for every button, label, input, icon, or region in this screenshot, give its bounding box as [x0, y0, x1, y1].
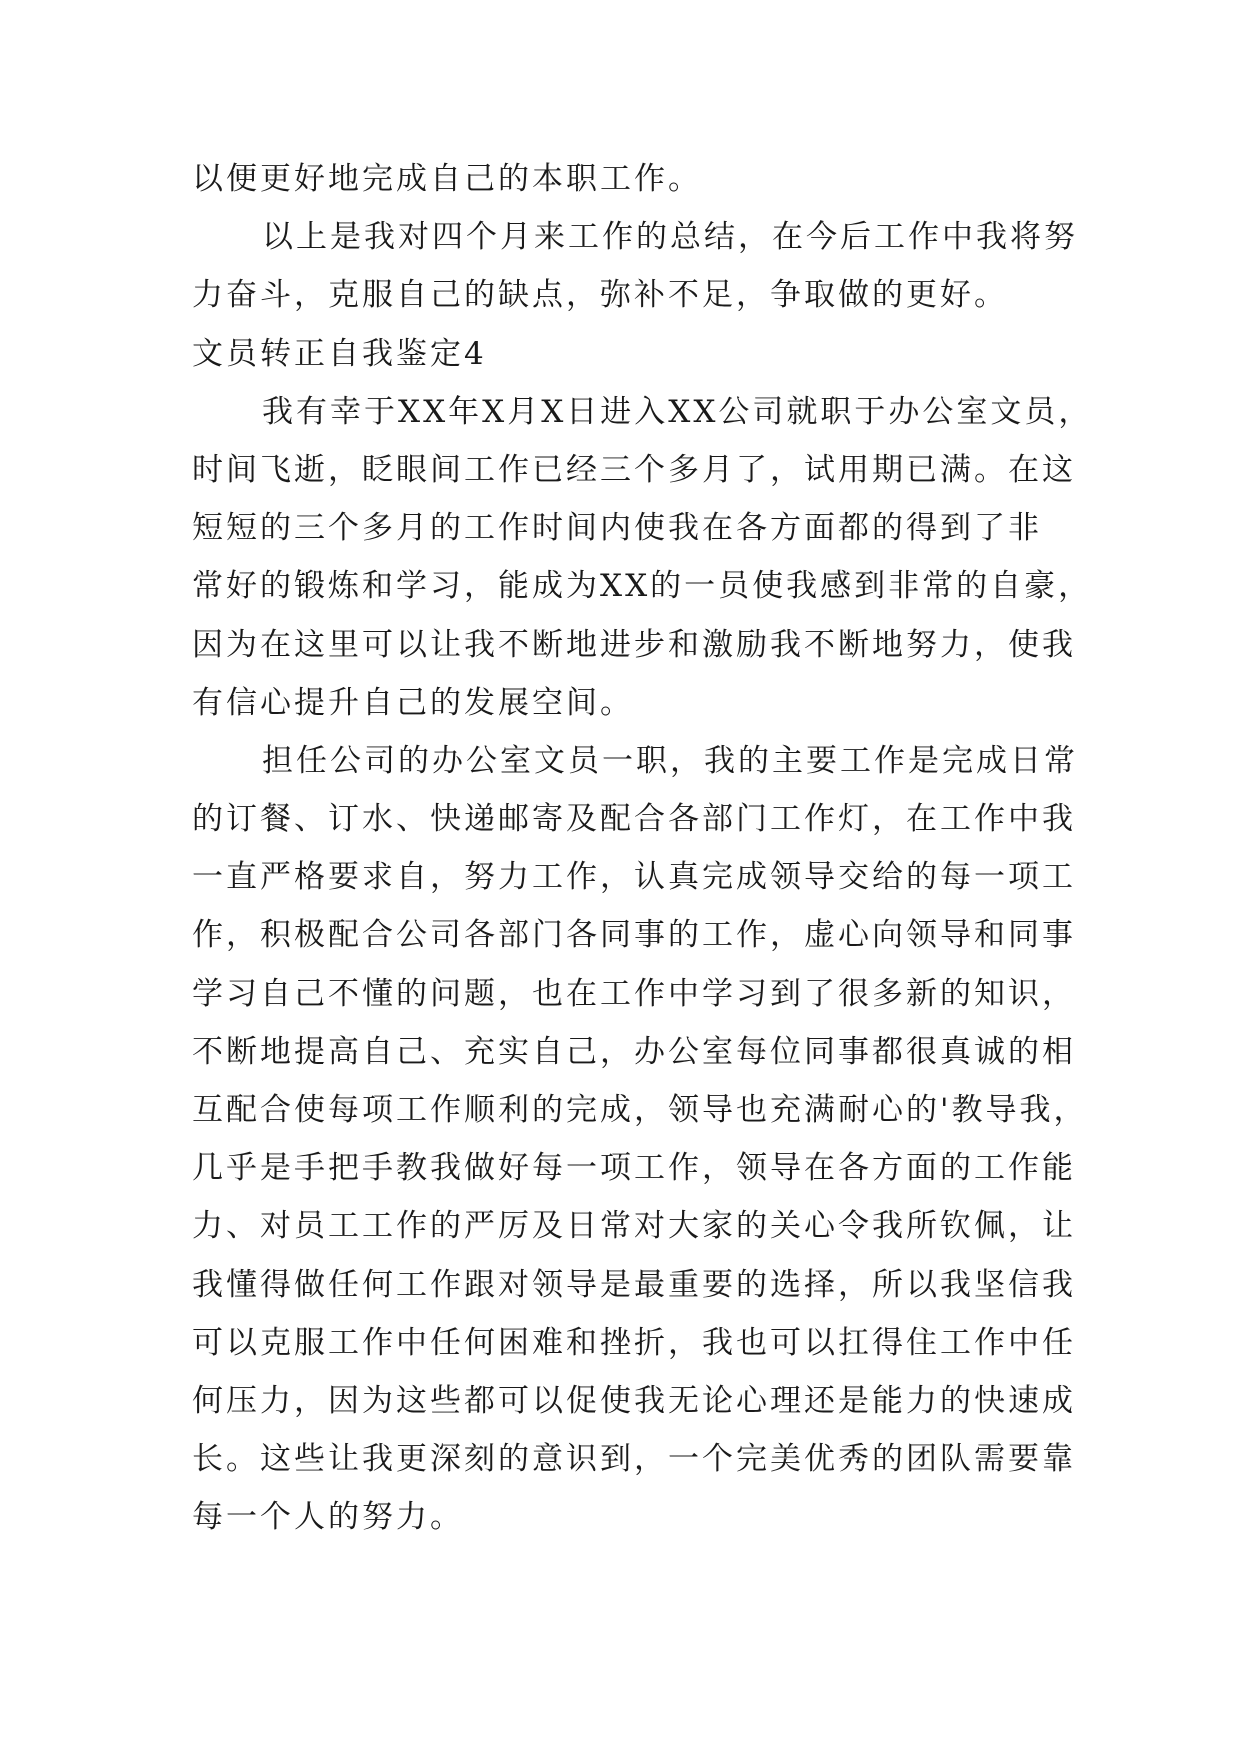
paragraph-line: 我有幸于XX年X月X日进入XX公司就职于办公室文员， [262, 393, 1093, 430]
paragraph-line: 有信心提升自己的发展空间。 [192, 684, 634, 721]
paragraph-line: 力、对员工工作的严厉及日常对大家的关心令我所钦佩，让 [192, 1208, 1076, 1245]
paragraph-line: 力奋斗，克服自己的缺点，弥补不足，争取做的更好。 [192, 277, 1008, 314]
paragraph-line: 一直严格要求自，努力工作，认真完成领导交给的每一项工 [192, 859, 1076, 896]
paragraph-line: 担任公司的办公室文员一职，我的主要工作是完成日常 [262, 742, 1078, 779]
paragraph-line: 学习自己不懂的问题，也在工作中学习到了很多新的知识， [192, 975, 1076, 1012]
paragraph-line: 短短的三个多月的工作时间内使我在各方面都的得到了非 [192, 510, 1042, 547]
paragraph-line: 长。这些让我更深刻的意识到，一个完美优秀的团队需要靠 [192, 1441, 1076, 1478]
paragraph-line: 几乎是手把手教我做好每一项工作，领导在各方面的工作能 [192, 1150, 1076, 1187]
paragraph-line: 以便更好地完成自己的本职工作。 [192, 161, 702, 197]
section-heading: 文员转正自我鉴定4 [192, 335, 487, 372]
paragraph-line: 我懂得做任何工作跟对领导是最重要的选择，所以我坚信我 [192, 1266, 1076, 1303]
paragraph-line: 作，积极配合公司各部门各同事的工作，虚心向领导和同事 [192, 917, 1076, 954]
paragraph-line: 的订餐、订水、快递邮寄及配合各部门工作灯，在工作中我 [192, 801, 1076, 838]
paragraph-line: 常好的锻炼和学习，能成为XX的一员使我感到非常的自豪， [192, 568, 1093, 605]
paragraph-line: 何压力，因为这些都可以促使我无论心理还是能力的快速成 [192, 1382, 1076, 1419]
document-body [192, 150, 1093, 1547]
paragraph-line: 因为在这里可以让我不断地进步和激励我不断地努力，使我 [192, 626, 1076, 663]
paragraph-line: 互配合使每项工作顺利的完成，领导也充满耐心的'教导我， [192, 1092, 1088, 1128]
paragraph-line: 每一个人的努力。 [192, 1499, 464, 1536]
paragraph-line: 不断地提高自己、充实自己，办公室每位同事都很真诚的相 [192, 1033, 1076, 1070]
paragraph-line: 可以克服工作中任何困难和挫折，我也可以扛得住工作中任 [192, 1324, 1076, 1361]
paragraph-line: 以上是我对四个月来工作的总结，在今后工作中我将努 [262, 219, 1078, 256]
paragraph-line: 时间飞逝，眨眼间工作已经三个多月了，试用期已满。在这 [192, 451, 1076, 488]
